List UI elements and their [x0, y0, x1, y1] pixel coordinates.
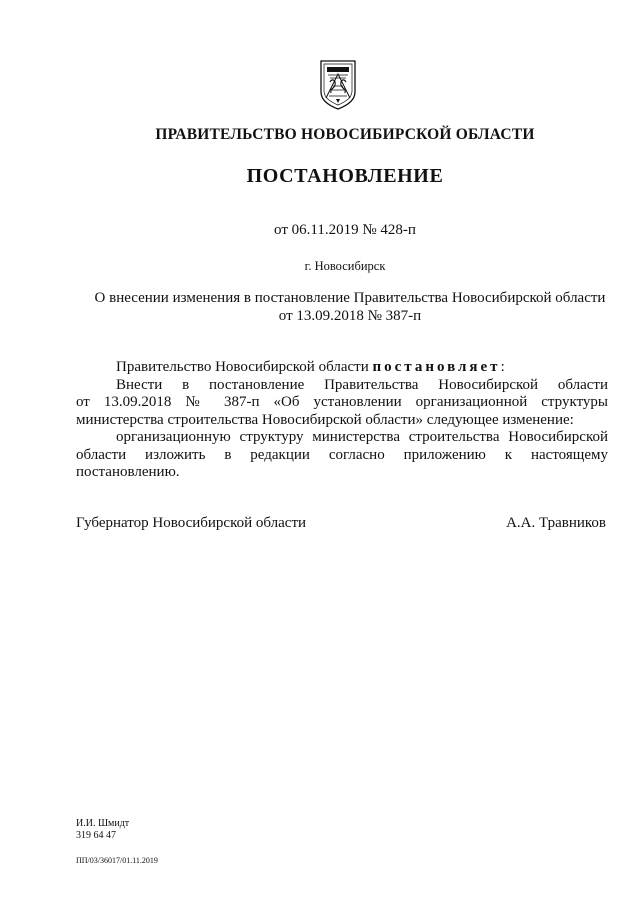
executor-name: И.И. Шмидт: [76, 818, 130, 829]
subject-line-1: О внесении изменения в постановление Правительства Новосибирской области: [94, 290, 606, 306]
paragraph-2-line-2: области изложить в редакции согласно приложению к настоящему постановлению.: [76, 446, 608, 480]
document-body: [76, 359, 608, 482]
intro-prefix: Правительство Новосибирской области: [116, 359, 373, 375]
place-of-issue: г. Новосибирск: [304, 259, 386, 273]
intro-paragraph: [76, 359, 608, 377]
executor-info: [76, 818, 129, 842]
date-number: от 06.11.2019 № 428-п: [274, 222, 416, 238]
document-subject: [0, 289, 640, 325]
coat-of-arms-icon: [318, 58, 358, 110]
signer-position: Губернатор Новосибирской области: [76, 515, 307, 531]
signer-name: А.А. Травников: [506, 515, 606, 531]
executor-phone: 319 64 47: [76, 830, 116, 841]
intro-verb: постановляет: [372, 359, 501, 375]
paragraph-1-line-2: от 13.09.2018 № 387-п «Об установлении организационной структуры: [76, 394, 608, 410]
registration-code: ПП/03/36017/01.11.2019: [76, 856, 158, 865]
document-type: ПОСТАНОВЛЕНИЕ: [246, 165, 444, 187]
organization-title: ПРАВИТЕЛЬСТВО НОВОСИБИРСКОЙ ОБЛАСТИ: [155, 126, 535, 143]
intro-suffix: :: [500, 359, 505, 375]
paragraph-1-line-1: Внести в постановление Правительства Новосибирской области: [116, 376, 608, 393]
paragraph-2-line-1: организационную структуру министерства строительства Новосибирской: [116, 429, 608, 445]
subject-line-2: от 13.09.2018 № 387-п: [278, 308, 422, 324]
paragraph-1-line-3: министерства строительства Новосибирской области» следующее изменение:: [76, 411, 574, 428]
